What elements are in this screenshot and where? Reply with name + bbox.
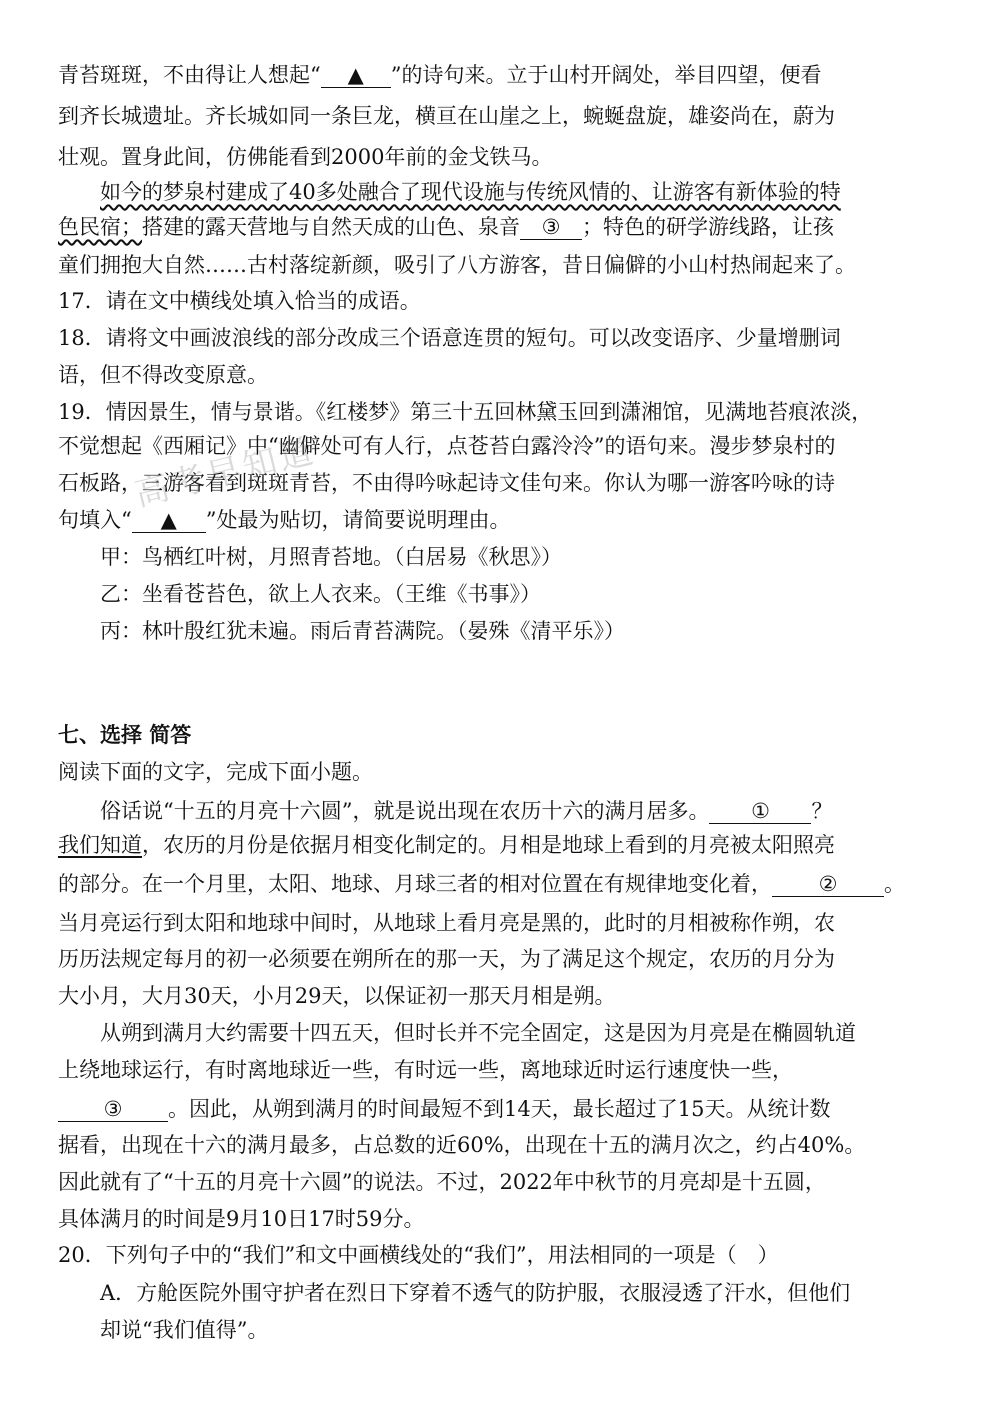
question-20: 20．下列句子中的“我们”和文中画横线处的“我们”，用法相同的一项是（ ） <box>58 1243 779 1267</box>
para4-line4: 据看，出现在十六的满月最多，占总数的近60%，出现在十五的满月次之，约占40%。 <box>58 1133 866 1157</box>
para3-line1 <box>100 796 980 826</box>
question-19-line1: 19．情因景生，情与景谐。《红楼梦》第三十五回林黛玉回到潇湘馆，见满地苔痕浓淡， <box>58 400 873 424</box>
question-19-line2: 不觉想起《西厢记》中“幽僻处可有人行，点苍苔白露泠泠”的语句来。漫步梦泉村的 <box>58 434 836 458</box>
question-19-line3: 石板路，三游客看到斑斑青苔，不由得吟咏起诗文佳句来。你认为哪一游客吟咏的诗 <box>58 471 835 495</box>
underlined-women: 我们知道 <box>58 833 142 857</box>
para1-line2: 到齐长城遗址。齐长城如同一条巨龙，横亘在山崖之上，蜿蜒盘旋，雄姿尚在，蔚为 <box>58 104 835 128</box>
para2-line1 <box>100 177 980 207</box>
para4-line1: 从朔到满月大约需要十四五天，但时长并不完全固定，这是因为月亮是在椭圆轨道 <box>100 1021 856 1045</box>
para3-text-b: ？ <box>811 799 833 823</box>
para1-line3: 壮观。置身此间，仿佛能看到2000年前的金戈铁马。 <box>58 145 553 169</box>
option-yi: 乙：坐看苍苔色，欲上人衣来。（王维《书事》） <box>100 582 541 606</box>
answer-blank-3b: ③ <box>58 1097 168 1122</box>
para4-line2: 上绕地球运行，有时离地球近一些，有时远一些，离地球近时运行速度快一些， <box>58 1058 793 1082</box>
question-19-line4 <box>58 505 938 535</box>
watermark: 高考早知道 <box>130 431 320 515</box>
para2-line2 <box>58 212 938 242</box>
para4-line3 <box>58 1094 938 1124</box>
para3-text-a: 俗话说“十五的月亮十六圆”，就是说出现在农历十六的满月居多。 <box>100 799 710 823</box>
answer-blank-triangle-2: ▲ <box>132 508 206 533</box>
answer-blank-2: ② <box>772 872 884 897</box>
para3-line5: 历历法规定每月的初一必须要在朔所在的那一天，为了满足这个规定，农历的月分为 <box>58 947 835 971</box>
para3-line3-end: 。 <box>884 872 905 896</box>
para1-text-b: ”的诗句来。立于山村开阔处，举目四望，便看 <box>390 63 822 87</box>
para1-line1 <box>58 60 938 90</box>
q20-option-a-line1: A．方舱医院外围守护者在烈日下穿着不透气的防护服，衣服浸透了汗水，但他们 <box>100 1281 851 1305</box>
para3-line3-text: 的部分。在一个月里，太阳、地球、月球三者的相对位置在有规律地变化着， <box>58 872 772 896</box>
question-18-line2: 语，但不得改变原意。 <box>58 363 268 387</box>
wavy-underline-text: 如今的梦泉村建成了40多处融合了现代设施与传统风情的、让游客有新体验的特 <box>100 180 841 204</box>
para3-line6: 大小月，大月30天，小月29天，以保证初一那天月相是朔。 <box>58 984 616 1008</box>
answer-blank-triangle: ▲ <box>321 63 391 88</box>
section-heading: 七、选择 简答 <box>58 722 192 747</box>
para4-line3-text: 。因此，从朔到满月的时间最短不到14天，最长超过了15天。从统计数 <box>168 1097 831 1121</box>
wavy-underline-text-end: 色民宿； <box>58 215 142 239</box>
para4-line6: 具体满月的时间是9月10日17时59分。 <box>58 1207 425 1231</box>
option-bing: 丙：林叶殷红犹未遍。雨后青苔满院。（晏殊《清平乐》） <box>100 619 625 643</box>
question-18-line1: 18．请将文中画波浪线的部分改成三个语意连贯的短句。可以改变语序、少量增删词 <box>58 326 841 350</box>
section-intro: 阅读下面的文字，完成下面小题。 <box>58 760 373 784</box>
para2-line3: 童们拥抱大自然……古村落绽新颜，吸引了八方游客，昔日偏僻的小山村热闹起来了。 <box>58 253 856 277</box>
option-jia: 甲：鸟栖红叶树，月照青苔地。（白居易《秋思》） <box>100 545 562 569</box>
q20-option-a-line2: 却说“我们值得”。 <box>100 1318 269 1342</box>
q19-text-b: ”处最为贴切，请简要说明理由。 <box>205 508 511 532</box>
answer-blank-1: ① <box>709 799 811 824</box>
para3-line4: 当月亮运行到太阳和地球中间时，从地球上看月亮是黑的，此时的月相被称作朔，农 <box>58 911 835 935</box>
para2-text-a: 搭建的露天营地与自然天成的山色、泉音 <box>142 215 520 239</box>
para4-line5: 因此就有了“十五的月亮十六圆”的说法。不过，2022年中秋节的月亮却是十五圆， <box>58 1170 826 1194</box>
para2-text-b: ；特色的研学游线路，让孩 <box>582 215 834 239</box>
para3-line3 <box>58 869 938 899</box>
para3-line2-text: ，农历的月份是依据月相变化制定的。月相是地球上看到的月亮被太阳照亮 <box>142 833 835 857</box>
para3-line2 <box>58 830 938 860</box>
q19-text-a: 句填入“ <box>58 508 132 532</box>
answer-blank-3: ③ <box>520 215 582 240</box>
para1-text-a: 青苔斑斑，不由得让人想起“ <box>58 63 321 87</box>
question-17: 17．请在文中横线处填入恰当的成语。 <box>58 289 421 313</box>
